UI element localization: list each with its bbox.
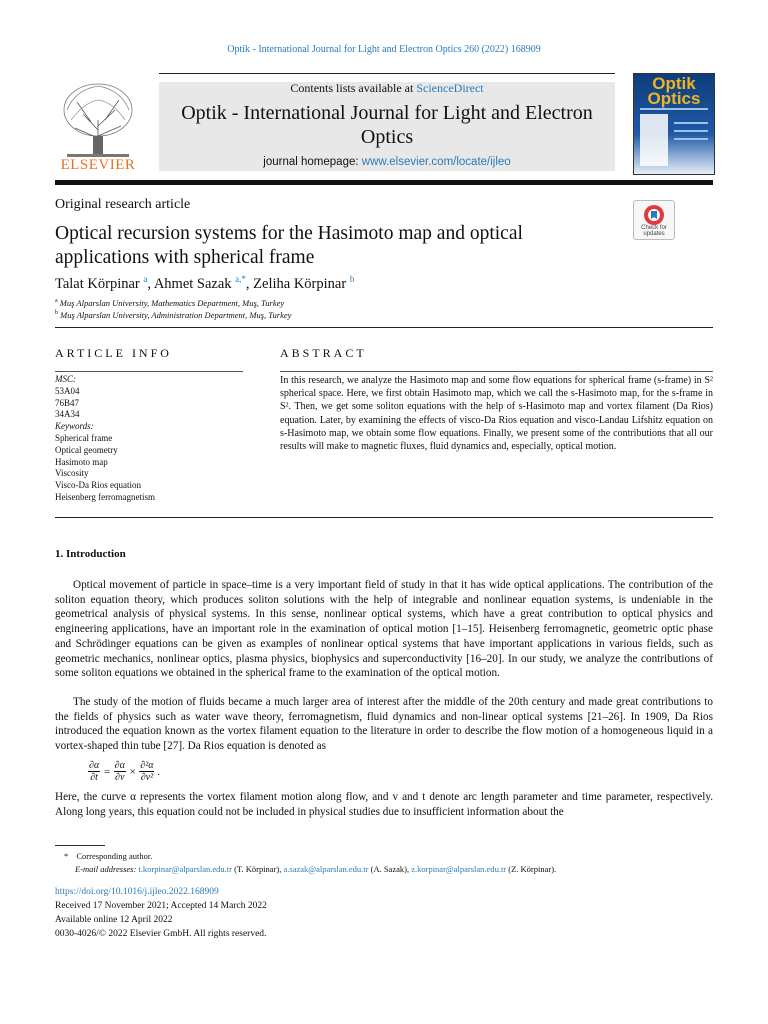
cover-stripe <box>674 130 708 132</box>
numerator: ∂α <box>89 760 100 771</box>
header-thick-rule <box>55 180 713 185</box>
homepage-link[interactable]: www.elsevier.com/locate/ijleo <box>361 156 511 168</box>
journal-title: Optik - International Journal for Light and Electron Optics <box>181 102 593 148</box>
numerator: ∂²α <box>140 760 154 771</box>
keyword: Hasimoto map <box>55 456 108 467</box>
email-link[interactable]: z.korpinar@alparslan.edu.tr <box>411 864 507 874</box>
cross-product-sign: × <box>128 765 137 778</box>
numerator: ∂α <box>114 760 125 771</box>
email-link[interactable]: a.sazak@alparslan.edu.tr <box>283 864 369 874</box>
abstract-bottom-rule <box>55 517 713 518</box>
doi-link[interactable]: https://doi.org/10.1016/j.ijleo.2022.168909 <box>55 887 219 897</box>
cover-stripe <box>674 122 708 124</box>
equals-sign: = <box>103 765 111 778</box>
affiliation-b <box>55 310 291 320</box>
author-name[interactable]: Ahmet Sazak <box>153 275 232 292</box>
da-rios-equation <box>88 760 160 783</box>
article-info-block <box>55 374 245 504</box>
email-owner: (A. Sazak), <box>370 864 410 874</box>
journal-cover-thumbnail[interactable] <box>633 73 715 175</box>
title-block-rule <box>55 327 713 328</box>
author-affiliation-mark[interactable]: b <box>349 274 355 284</box>
article-meta <box>55 885 267 941</box>
denominator: ∂t <box>90 772 98 783</box>
msc-code: 53A04 <box>55 385 80 396</box>
available-online-date: Available online 12 April 2022 <box>55 915 173 925</box>
journal-citation[interactable]: Optik - International Journal for Light and Electron Optics 260 (2022) 168909 <box>227 44 541 55</box>
elsevier-wordmark[interactable]: ELSEVIER <box>60 157 136 173</box>
email-owner: (Z. Körpinar). <box>508 864 557 874</box>
homepage-prefix: journal homepage: <box>263 156 362 168</box>
denominator: ∂v <box>115 772 125 783</box>
article-title: Optical recursion systems for the Hasimoto map and optical applications with spherical frame <box>55 223 523 268</box>
affiliation-a <box>55 298 284 308</box>
cover-panel <box>640 114 668 166</box>
header-top-rule <box>159 73 615 74</box>
author-name[interactable]: Talat Körpinar <box>55 275 140 292</box>
email-owner: (T. Körpinar), <box>234 864 282 874</box>
affiliation-mark: b <box>55 310 58 317</box>
corresponding-author-note <box>64 851 152 861</box>
keyword: Viscosity <box>55 468 89 479</box>
intro-paragraph-3: Here, the curve α represents the vortex filament motion along flow, and v and t denote arc length parameter and time parameter, respectively. Along long years, this equation could not be included in physical studies due to insufficient information about the <box>55 791 713 818</box>
homepage-line <box>159 156 615 168</box>
intro-paragraph-2: The study of the motion of fluids became a much larger area of interest after the middle of the 20th century and made great contributions to the fields of physics such as water wave theory, ferromagnetism, fluid dynamics and non-linear optical systems [21–26]. In 1909, Da Rios introduced the equation known as the vortex filament equation to the literature in order to describe the flow motion of a homogeneous liquid in a vortex-shaped thin tube [27]. Da Rios equation is denoted as <box>55 696 713 753</box>
keyword: Optical geometry <box>55 444 118 455</box>
author-name[interactable]: Zeliha Körpinar <box>253 275 347 292</box>
equation-period: . <box>157 765 161 778</box>
author-list: Talat Körpinar $^a$, Ahmet Sazak $^{a,*}$, Zeliha Körpinar $^b$ <box>55 274 355 292</box>
affiliation-text: Muş Alparslan University, Mathematics Department, Muş, Turkey <box>59 298 285 308</box>
footnote-text: Corresponding author. <box>76 851 153 861</box>
cover-stripe <box>674 138 708 140</box>
fraction <box>114 760 126 783</box>
msc-code: 76B47 <box>55 397 80 408</box>
contents-line <box>159 81 615 96</box>
abstract-rule <box>280 371 713 372</box>
msc-label: MSC: <box>55 374 76 384</box>
abstract-heading: ABSTRACT <box>280 346 367 360</box>
fraction <box>139 760 154 783</box>
cover-stripe <box>640 108 708 110</box>
keyword: Visco-Da Rios equation <box>55 480 141 491</box>
email-link[interactable]: t.korpinar@alparslan.edu.tr <box>138 864 232 874</box>
article-info-heading: ARTICLE INFO <box>55 346 172 360</box>
footnote-rule <box>55 845 105 846</box>
denominator: ∂v² <box>140 772 154 783</box>
received-dates: Received 17 November 2021; Accepted 14 March 2022 <box>55 901 267 911</box>
copyright-notice: 0030-4026/© 2022 Elsevier GmbH. All rights reserved. <box>55 929 267 939</box>
fraction <box>88 760 100 783</box>
intro-paragraph-1: Optical movement of particle in space–time is a very important field of study in that it has wide optical applications. The contribution of the soliton equation theory, which produces soliton solutions with the help of integrable and nonlinear equation systems, is undeniable in the geometrical analysis of physical systems. In this sense, nonlinear optical systems, which have a great contribution to optical physics and engineering applications, have an important role in the examination of optical motion [1–15]. Heisenberg ferromagnetic, geometric optic phase and Schrödinger equations can be given as examples of nonlinear optical systems that have important applications in various fields, such as geometric mechanics, nonlinear optics, plasma physics, biophysics and superconductivity [16–20]. In our study, we analyze the contributions of some soliton equations we obtained in the spherical frame to the examination of the optical motion. <box>55 579 713 680</box>
sciencedirect-link[interactable]: ScienceDirect <box>416 81 484 95</box>
email-label: E-mail addresses: <box>75 864 137 874</box>
author-affiliation-mark[interactable]: a <box>143 274 148 284</box>
section-heading-introduction: 1. Introduction <box>55 548 126 560</box>
msc-code: 34A34 <box>55 409 80 420</box>
footnote-mark: * <box>64 851 69 861</box>
article-type: Original research article <box>55 197 191 212</box>
article-info-rule <box>55 371 243 372</box>
contents-prefix: Contents lists available at <box>290 81 417 95</box>
abstract-text: In this research, we analyze the Hasimoto map and some flow equations for spherical frame (s-frame) in S² spherical space. Here, we first obtain Hasimoto map, which we call the s-Hasimoto map, for the s-frame in S². Then, we get some soliton equations with the help of s-Hasimoto map and vortex filament (Da Rios) equation. Later, by examining the effects of visco-Da Rios equation and visco-Landau Lifshitz equation on s-Hasimoto map, we obtain some flow equations. Finally, we present some of the contributions that all our results will make to magnetic fluxes, fluid dynamics and, especially, optical motion. <box>280 375 713 453</box>
affiliation-mark: a <box>55 298 58 305</box>
check-for-updates-button[interactable] <box>633 200 675 240</box>
email-addresses <box>75 864 556 874</box>
keyword: Spherical frame <box>55 432 113 443</box>
author-affiliation-mark[interactable]: a,* <box>235 274 246 284</box>
bookmark-icon <box>643 204 665 226</box>
cover-title: Optik Optics <box>647 74 701 108</box>
check-updates-label: Check for updates <box>641 225 667 237</box>
keyword: Heisenberg ferromagnetism <box>55 491 156 502</box>
keywords-label: Keywords: <box>55 421 94 432</box>
affiliation-text: Muş Alparslan University, Administration Department, Muş, Turkey <box>60 310 292 320</box>
